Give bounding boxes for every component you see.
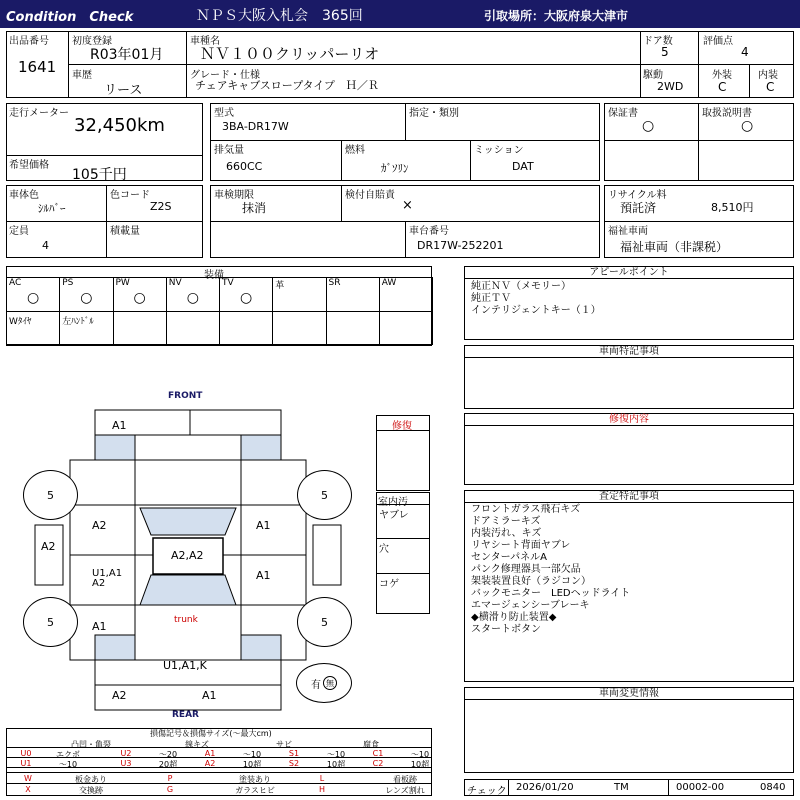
equipment-label: PS xyxy=(62,278,74,288)
footer-box xyxy=(464,779,794,796)
repair-panel xyxy=(464,413,794,485)
equipment-label: AW xyxy=(381,278,397,288)
legend-cell: 20超 xyxy=(158,760,178,769)
legend-cell: G xyxy=(166,785,174,794)
changes-title: 車両変更情報 xyxy=(465,688,793,700)
exterior-label: 外装 xyxy=(712,70,732,81)
drive-value: 2WD xyxy=(657,80,684,93)
grade-value: チェアキャブスロープタイプ Ｈ／Ｒ xyxy=(195,79,379,92)
equipment-mark: ○ xyxy=(240,290,253,306)
tire-front-right: 5 xyxy=(297,470,352,520)
legend-cell: A1 xyxy=(204,749,216,758)
check-label: チェック xyxy=(467,786,507,797)
score-value: 4 xyxy=(741,45,749,59)
legend-cell: 10超 xyxy=(242,760,262,769)
legend-cell: ガラスヒビ xyxy=(235,786,275,795)
warranty-value: ○ xyxy=(642,118,655,134)
equipment-label: NV xyxy=(168,278,182,288)
capacity-label: 定員 xyxy=(9,226,29,237)
legend-cell: レンズ割れ xyxy=(385,786,425,795)
chassis-label: 車台番号 xyxy=(409,226,449,237)
equipment-mark: ○ xyxy=(186,290,199,306)
type-label: 型式 xyxy=(214,108,234,119)
selfbook-value: × xyxy=(402,198,413,213)
equipment-label: 革 xyxy=(275,281,285,291)
legend-cell: 〜10 xyxy=(326,750,346,759)
repair-title: 修復内容 xyxy=(465,414,793,426)
equipment-extra-label: Wﾀｲﾔ xyxy=(9,317,32,327)
equipment-cell-PW xyxy=(113,277,167,312)
mission-label: ミッション xyxy=(474,145,524,156)
inspection-value: 抹消 xyxy=(242,201,267,215)
grade-label: グレード・仕様 xyxy=(190,70,260,81)
legend-cell: S2 xyxy=(288,759,300,768)
history-value: リース xyxy=(104,83,143,98)
repair-label: 修復 xyxy=(392,421,412,432)
equipment-cell-TV xyxy=(219,277,273,312)
equipment-cell-AW xyxy=(379,277,433,312)
recycle-status: 預託済 xyxy=(620,201,657,215)
equipment-mark: ○ xyxy=(80,290,93,306)
damage-right-mid: A1 xyxy=(256,569,271,582)
color-label: 車体色 xyxy=(9,190,39,201)
model-name: ＮＶ１００クリッパーリオ xyxy=(200,45,380,63)
damage-left-mid: U1,A1 A2 xyxy=(92,568,123,589)
condition-check-title: Condition Check xyxy=(6,10,134,25)
capacity-value: 4 xyxy=(42,239,49,252)
check-tm: TM xyxy=(614,782,629,793)
legend-cell: 〜10 xyxy=(242,750,262,759)
legend-cell: U1 xyxy=(20,759,32,768)
damage-left-front: A2 xyxy=(92,519,107,532)
interior-label: 内装 xyxy=(758,70,778,81)
designation-label: 指定・類別 xyxy=(409,108,459,119)
equipment-mark: ○ xyxy=(27,290,40,306)
displacement-value: 660CC xyxy=(226,160,263,173)
inspection-notes-panel xyxy=(464,490,794,682)
mileage-label: 走行メーター xyxy=(9,108,69,119)
equipment-extra-cell xyxy=(272,311,326,345)
trunk-label: trunk xyxy=(174,615,198,625)
equipment-label: AC xyxy=(9,278,22,288)
damage-left-mirror: A2 xyxy=(41,540,56,553)
model-label: 車種名 xyxy=(190,36,220,47)
equipment-cell-NV xyxy=(166,277,220,312)
welfare-value: 福祉車両（非課税） xyxy=(620,240,729,254)
interior-stain-label: 室内汚 xyxy=(378,497,408,508)
score-label: 評価点 xyxy=(703,36,733,47)
equipment-extra-cell xyxy=(166,311,220,345)
selfbook-label: 検付自賠責 xyxy=(345,190,395,201)
rear-label: REAR xyxy=(172,710,199,720)
inspection-notes-list: フロントガラス飛石キズ ドアミラーキズ 内装汚れ、キズ リヤシート背面ヤブレ センターパネルA パンク修理器具一部欠品 架装装置良好（ラジコン） バックモニター LEDヘッドライト エマージェンシーブレーキ ◆横滑り防止装置◆ スタートボタン xyxy=(471,504,631,635)
doors-value: 5 xyxy=(661,45,669,59)
equipment-extra-label: 左ﾊﾝﾄﾞﾙ xyxy=(62,317,94,327)
special-panel xyxy=(464,345,794,409)
legend-head: 腐食 xyxy=(363,740,379,749)
legend-head: 凸凹・亀裂 xyxy=(71,740,111,749)
legend-cell: 看板跡 xyxy=(393,775,417,784)
legend-cell: U0 xyxy=(20,749,32,758)
equipment-extra-cell xyxy=(6,311,60,345)
legend-cell: 10超 xyxy=(326,760,346,769)
fuel-label: 燃料 xyxy=(345,145,365,156)
legend-cell: 板金あり xyxy=(75,775,107,784)
history-label: 車歴 xyxy=(72,70,92,81)
equipment-label: PW xyxy=(115,278,130,288)
interior-hole: 穴 xyxy=(379,544,389,555)
lot-number: 1641 xyxy=(18,58,57,76)
damage-left-rear: A1 xyxy=(92,620,107,633)
legend-cell: P xyxy=(167,774,173,783)
recycle-label: リサイクル料 xyxy=(608,190,667,201)
displacement-label: 排気量 xyxy=(214,145,244,156)
fuel-value: ｶﾞｿﾘﾝ xyxy=(381,162,409,175)
appeal-list: 純正ＮＶ（メモリー） 純正ＴＶ インテリジェントキー（１） xyxy=(471,281,601,316)
legend-cell: エクボ xyxy=(56,750,80,759)
color-code-label: 色コード xyxy=(110,190,150,201)
legend-title: 損傷記号＆損傷サイズ(〜最大cm) xyxy=(150,729,272,738)
price-value: 105千円 xyxy=(72,167,127,183)
legend-cell: W xyxy=(24,774,32,783)
check-date: 2026/01/20 xyxy=(516,782,574,793)
damage-right-front: A1 xyxy=(256,519,271,532)
first-reg: R03年01月 xyxy=(90,47,164,63)
equipment-cell-革 xyxy=(272,277,326,312)
legend-cell: 〜20 xyxy=(158,750,178,759)
warranty-label: 保証書 xyxy=(608,108,638,119)
changes-panel xyxy=(464,687,794,773)
equipment-extra-cell xyxy=(113,311,167,345)
legend-cell: U3 xyxy=(120,759,132,768)
header-bar xyxy=(0,0,800,28)
tire-rear-left: 5 xyxy=(23,597,78,647)
damage-roof: A2,A2 xyxy=(171,549,204,562)
damage-rear-left: A2 xyxy=(112,689,127,702)
equipment-extra-cell xyxy=(326,311,380,345)
color-code-value: Z2S xyxy=(150,200,172,213)
legend-cell: 〜10 xyxy=(58,760,78,769)
type-value: 3BA-DR17W xyxy=(222,120,289,133)
auction-title: ＮＰＳ大阪入札会 365回 xyxy=(196,8,363,24)
legend-cell: 〜10 xyxy=(410,750,430,759)
check-code: 00002-00 xyxy=(676,782,725,793)
legend-cell: H xyxy=(318,785,325,794)
equipment-cell-PS xyxy=(59,277,113,312)
exterior-value: C xyxy=(718,80,727,94)
inspection-notes-title: 査定特記事項 xyxy=(465,491,793,503)
front-label: FRONT xyxy=(168,391,203,401)
legend-cell: C1 xyxy=(372,749,384,758)
tire-front-left: 5 xyxy=(23,470,78,520)
equipment-label: SR xyxy=(328,278,341,288)
appeal-panel xyxy=(464,266,794,340)
check-number: 0840 xyxy=(760,782,786,793)
doors-label: ドア数 xyxy=(643,36,673,47)
damage-rear-bumper: U1,A1,K xyxy=(163,659,207,672)
legend-cell: 交換跡 xyxy=(79,786,103,795)
welfare-label: 福祉車両 xyxy=(608,226,648,237)
color-value: ｼﾙﾊﾞｰ xyxy=(38,202,66,215)
lot-label: 出品番号 xyxy=(9,36,49,47)
equipment-mark: ○ xyxy=(133,290,146,306)
equipment-extra-cell xyxy=(219,311,273,345)
first-reg-label: 初度登録 xyxy=(72,36,112,47)
legend-cell: X xyxy=(25,785,31,794)
interior-burn: コゲ xyxy=(379,579,399,590)
legend-cell: U2 xyxy=(120,749,132,758)
legend-cell: 塗装あり xyxy=(239,775,271,784)
recycle-fee: 8,510円 xyxy=(711,201,754,214)
spare-tire: 有 無 xyxy=(296,663,352,703)
appeal-title: アピールポイント xyxy=(465,267,793,279)
equipment-label: TV xyxy=(222,278,234,288)
legend-cell: A2 xyxy=(204,759,216,768)
legend-cell: 10超 xyxy=(410,760,430,769)
equipment-extra-cell xyxy=(379,311,433,345)
interior-tear: ヤブレ xyxy=(379,510,409,521)
equipment-extra-cell xyxy=(59,311,113,345)
manual-value: ○ xyxy=(741,118,754,134)
legend-head: 線キズ xyxy=(185,740,209,749)
damage-rear-right: A1 xyxy=(202,689,217,702)
legend-head: サビ xyxy=(276,740,292,749)
load-label: 積載量 xyxy=(110,226,140,237)
equipment-title: 装備 xyxy=(204,270,224,281)
legend-cell: C2 xyxy=(372,759,384,768)
drive-label: 駆動 xyxy=(643,70,663,81)
special-title: 車両特記事項 xyxy=(465,346,793,358)
legend-cell: S1 xyxy=(288,749,300,758)
chassis-value: DR17W-252201 xyxy=(417,239,504,252)
pickup-location: 引取場所：大阪府泉大津市 xyxy=(484,9,629,23)
equipment-cell-AC xyxy=(6,277,60,312)
tire-rear-right: 5 xyxy=(297,597,352,647)
inspection-label: 車検期限 xyxy=(214,190,254,201)
legend-cell: L xyxy=(319,774,325,783)
mileage-value: 32,450km xyxy=(74,115,165,136)
interior-value: C xyxy=(766,80,775,94)
damage-front-bumper: A1 xyxy=(112,419,127,432)
mission-value: DAT xyxy=(512,160,534,173)
equipment-cell-SR xyxy=(326,277,380,312)
manual-label: 取扱説明書 xyxy=(702,108,752,119)
price-label: 希望価格 xyxy=(9,160,49,171)
